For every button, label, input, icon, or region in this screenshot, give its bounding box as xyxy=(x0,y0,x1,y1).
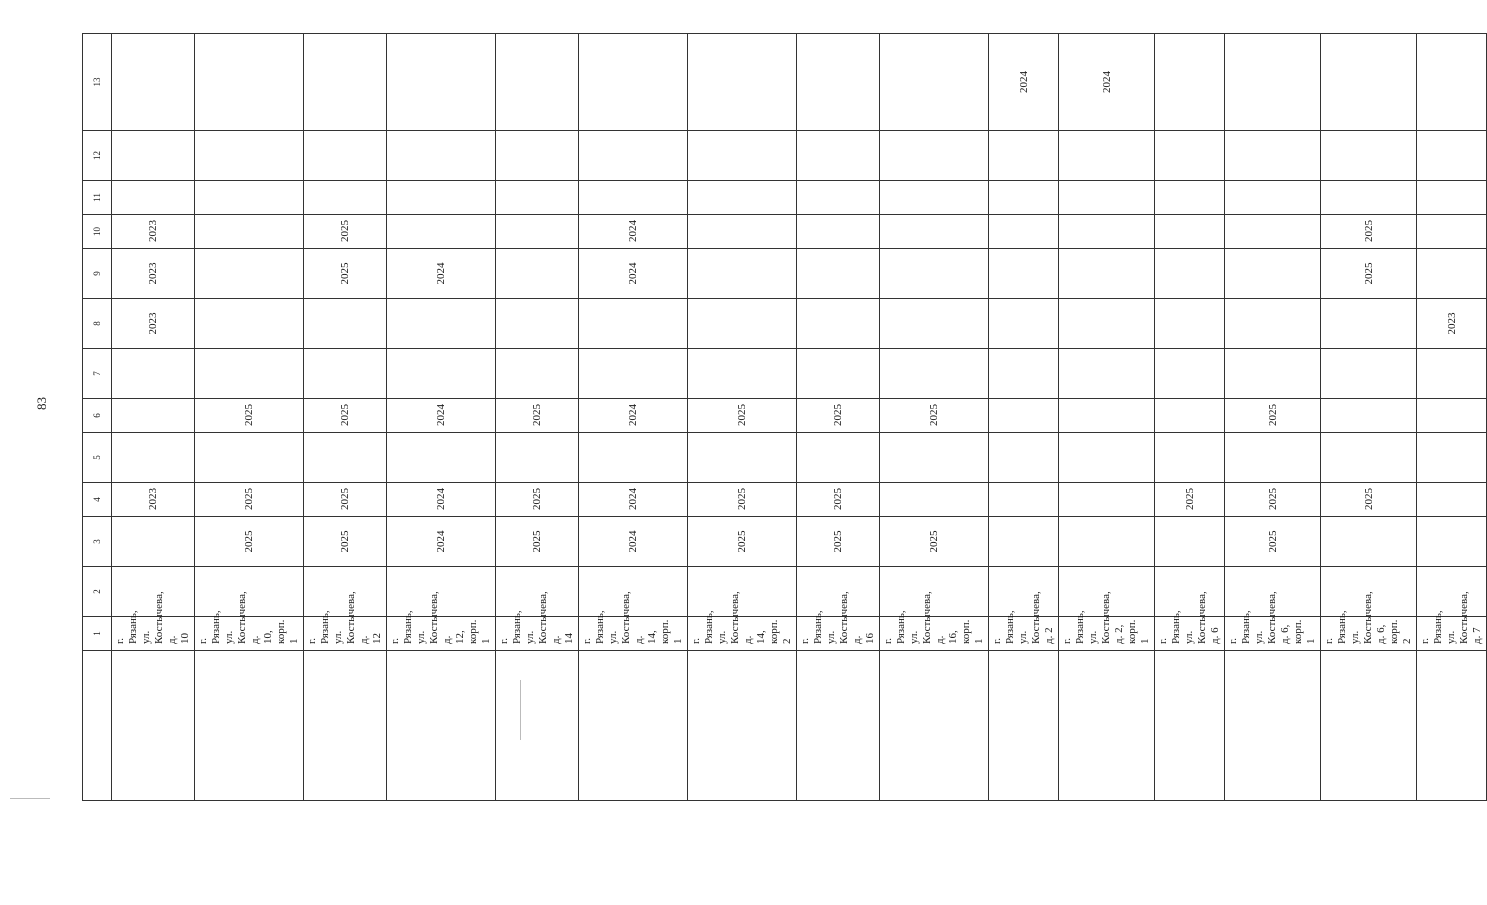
table-row xyxy=(1321,34,1417,801)
table-row xyxy=(195,34,304,801)
year-cell xyxy=(989,517,1059,567)
year-cell xyxy=(1155,349,1225,399)
year-cell xyxy=(1155,299,1225,349)
address-cell: г. Рязань, ул. Костычева, д. 10 xyxy=(112,617,195,651)
year-cell: 2023 xyxy=(112,299,195,349)
year-cell xyxy=(1059,249,1155,299)
row-index-cell xyxy=(1059,651,1155,801)
year-cell xyxy=(304,131,387,181)
year-cell: 2025 xyxy=(880,399,989,433)
year-cell xyxy=(989,249,1059,299)
year-cell xyxy=(688,215,797,249)
year-cell xyxy=(1321,131,1417,181)
year-cell xyxy=(1059,299,1155,349)
header-corner-cell xyxy=(83,651,112,801)
table-header-row xyxy=(83,34,112,801)
column-header-11: 11 xyxy=(83,181,112,215)
year-cell xyxy=(1417,349,1487,399)
table-row xyxy=(304,34,387,801)
column-header-8: 8 xyxy=(83,299,112,349)
year-cell xyxy=(195,567,304,617)
column-header-5: 5 xyxy=(83,433,112,483)
year-cell: 2025 xyxy=(797,517,880,567)
table-row xyxy=(387,34,496,801)
year-cell: 2025 xyxy=(688,483,797,517)
year-cell: 2025 xyxy=(1321,483,1417,517)
year-cell: 2025 xyxy=(496,483,579,517)
row-index-cell xyxy=(1321,651,1417,801)
year-cell xyxy=(387,131,496,181)
year-cell xyxy=(387,181,496,215)
year-cell xyxy=(1417,249,1487,299)
year-cell xyxy=(1321,299,1417,349)
year-cell xyxy=(387,34,496,131)
year-cell xyxy=(1155,215,1225,249)
year-cell xyxy=(1417,131,1487,181)
year-cell xyxy=(880,34,989,131)
year-cell xyxy=(112,34,195,131)
year-cell xyxy=(496,349,579,399)
year-cell xyxy=(1225,349,1321,399)
year-cell xyxy=(989,131,1059,181)
year-cell xyxy=(880,249,989,299)
table-row xyxy=(112,34,195,801)
year-cell xyxy=(1417,34,1487,131)
year-cell xyxy=(1059,215,1155,249)
year-cell xyxy=(797,433,880,483)
year-cell xyxy=(1225,34,1321,131)
year-cell xyxy=(797,349,880,399)
year-cell xyxy=(387,567,496,617)
year-cell xyxy=(989,433,1059,483)
year-cell: 2024 xyxy=(1059,34,1155,131)
year-cell xyxy=(387,215,496,249)
row-index-cell xyxy=(1155,651,1225,801)
year-cell xyxy=(880,215,989,249)
year-cell: 2024 xyxy=(387,517,496,567)
year-cell: 2024 xyxy=(989,34,1059,131)
year-cell xyxy=(797,215,880,249)
year-cell xyxy=(579,181,688,215)
year-cell xyxy=(1155,567,1225,617)
year-cell xyxy=(1417,181,1487,215)
address-cell: г. Рязань, ул. Костычева, д. 6, корп. 1 xyxy=(1225,617,1321,651)
year-cell xyxy=(112,433,195,483)
table-row xyxy=(989,34,1059,801)
year-cell: 2025 xyxy=(688,517,797,567)
year-cell: 2024 xyxy=(387,249,496,299)
year-cell: 2024 xyxy=(579,483,688,517)
year-cell: 2025 xyxy=(797,483,880,517)
year-cell xyxy=(496,215,579,249)
address-cell: г. Рязань, ул. Костычева, д. 16, корп. 1 xyxy=(880,617,989,651)
year-cell xyxy=(1155,399,1225,433)
year-cell: 2025 xyxy=(1321,249,1417,299)
year-cell xyxy=(579,349,688,399)
year-cell xyxy=(1321,34,1417,131)
address-cell: г. Рязань, ул. Костычева, д. 10, корп. 1 xyxy=(195,617,304,651)
document-table-region xyxy=(82,34,1483,801)
row-index-cell xyxy=(880,651,989,801)
year-cell xyxy=(387,299,496,349)
year-cell: 2025 xyxy=(496,399,579,433)
column-header-2: 2 xyxy=(83,567,112,617)
year-cell: 2025 xyxy=(1225,399,1321,433)
year-cell xyxy=(112,181,195,215)
year-cell: 2024 xyxy=(579,517,688,567)
year-cell xyxy=(195,433,304,483)
year-cell xyxy=(579,433,688,483)
year-cell xyxy=(304,433,387,483)
year-cell xyxy=(496,34,579,131)
year-cell xyxy=(195,34,304,131)
year-cell xyxy=(688,433,797,483)
year-cell xyxy=(797,299,880,349)
row-index-cell xyxy=(1225,651,1321,801)
year-cell xyxy=(195,349,304,399)
address-cell: г. Рязань, ул. Костычева, д. 14, корп. 1 xyxy=(579,617,688,651)
year-cell xyxy=(1155,34,1225,131)
row-index-cell xyxy=(112,651,195,801)
year-cell xyxy=(496,249,579,299)
row-index-cell xyxy=(579,651,688,801)
year-cell xyxy=(1225,249,1321,299)
year-cell xyxy=(989,399,1059,433)
year-cell xyxy=(1321,181,1417,215)
year-cell: 2025 xyxy=(688,399,797,433)
address-cell: г. Рязань, ул. Костычева, д. 16 xyxy=(797,617,880,651)
year-cell xyxy=(1225,215,1321,249)
year-cell: 2023 xyxy=(112,215,195,249)
year-cell xyxy=(797,34,880,131)
column-header-13: 13 xyxy=(83,34,112,131)
table-row xyxy=(880,34,989,801)
year-cell: 2025 xyxy=(195,517,304,567)
year-cell xyxy=(1417,483,1487,517)
year-cell xyxy=(579,567,688,617)
year-cell xyxy=(1321,399,1417,433)
row-index-cell xyxy=(688,651,797,801)
year-cell xyxy=(1417,517,1487,567)
year-cell xyxy=(989,299,1059,349)
address-cell: г. Рязань, ул. Костычева, д. 2 xyxy=(989,617,1059,651)
column-header-1: 1 xyxy=(83,617,112,651)
table-row xyxy=(1155,34,1225,801)
year-cell xyxy=(797,249,880,299)
table-row xyxy=(797,34,880,801)
row-index-cell xyxy=(304,651,387,801)
year-cell: 2025 xyxy=(1155,483,1225,517)
rotated-table-stage xyxy=(82,34,1483,801)
address-cell: г. Рязань, ул. Костычева, д. 6 xyxy=(1155,617,1225,651)
table-row xyxy=(688,34,797,801)
column-header-4: 4 xyxy=(83,483,112,517)
year-cell xyxy=(304,349,387,399)
year-cell xyxy=(880,349,989,399)
year-cell xyxy=(1321,517,1417,567)
year-cell xyxy=(1417,399,1487,433)
year-cell xyxy=(195,299,304,349)
address-cell: г. Рязань, ул. Костычева, д. 14 xyxy=(496,617,579,651)
year-cell xyxy=(1059,517,1155,567)
year-cell xyxy=(880,131,989,181)
year-cell xyxy=(195,181,304,215)
year-cell xyxy=(1225,299,1321,349)
year-cell xyxy=(1059,349,1155,399)
year-cell xyxy=(496,131,579,181)
year-cell xyxy=(880,181,989,215)
year-cell xyxy=(112,517,195,567)
year-cell xyxy=(1059,483,1155,517)
table-row xyxy=(579,34,688,801)
year-cell xyxy=(1417,215,1487,249)
year-cell xyxy=(797,181,880,215)
year-cell xyxy=(880,483,989,517)
year-cell: 2025 xyxy=(1225,517,1321,567)
year-cell xyxy=(688,567,797,617)
year-cell xyxy=(1225,433,1321,483)
year-cell: 2024 xyxy=(579,399,688,433)
year-cell xyxy=(1059,399,1155,433)
row-index-cell xyxy=(1417,651,1487,801)
year-cell xyxy=(112,399,195,433)
year-cell: 2025 xyxy=(880,517,989,567)
year-cell xyxy=(1417,433,1487,483)
year-cell xyxy=(579,34,688,131)
table-body xyxy=(112,34,1487,801)
year-cell xyxy=(1225,181,1321,215)
address-cell: г. Рязань, ул. Костычева, д. 2, корп. 1 xyxy=(1059,617,1155,651)
year-cell xyxy=(496,181,579,215)
year-cell xyxy=(1059,181,1155,215)
page-number: 83 xyxy=(34,397,49,410)
address-cell: г. Рязань, ул. Костычева, д. 12 xyxy=(304,617,387,651)
year-cell xyxy=(195,249,304,299)
year-cell xyxy=(112,131,195,181)
address-cell: г. Рязань, ул. Костычева, д. 6, корп. 2 xyxy=(1321,617,1417,651)
year-cell: 2025 xyxy=(304,399,387,433)
address-cell: г. Рязань, ул. Костычева, д. 12, корп. 1 xyxy=(387,617,496,651)
year-cell xyxy=(989,181,1059,215)
year-cell: 2025 xyxy=(304,249,387,299)
year-cell xyxy=(688,131,797,181)
row-index-cell xyxy=(989,651,1059,801)
year-cell xyxy=(880,567,989,617)
year-cell xyxy=(579,131,688,181)
year-cell xyxy=(1059,131,1155,181)
year-cell xyxy=(387,433,496,483)
year-cell: 2023 xyxy=(1417,299,1487,349)
year-cell: 2025 xyxy=(797,399,880,433)
year-cell: 2023 xyxy=(112,483,195,517)
year-cell xyxy=(1155,517,1225,567)
column-header-10: 10 xyxy=(83,215,112,249)
year-cell: 2024 xyxy=(387,399,496,433)
year-cell: 2025 xyxy=(304,483,387,517)
year-cell xyxy=(989,215,1059,249)
scan-artifact xyxy=(10,798,50,799)
year-cell xyxy=(989,349,1059,399)
year-cell xyxy=(1321,349,1417,399)
year-cell: 2025 xyxy=(195,483,304,517)
column-header-9: 9 xyxy=(83,249,112,299)
year-cell xyxy=(880,299,989,349)
scan-artifact xyxy=(520,680,521,740)
table-row xyxy=(1417,34,1487,801)
year-cell xyxy=(387,349,496,399)
year-cell: 2025 xyxy=(304,517,387,567)
year-cell xyxy=(496,433,579,483)
year-cell xyxy=(688,249,797,299)
year-cell xyxy=(579,299,688,349)
year-cell: 2025 xyxy=(195,399,304,433)
year-cell xyxy=(1321,433,1417,483)
row-index-cell xyxy=(797,651,880,801)
column-header-12: 12 xyxy=(83,131,112,181)
table-row xyxy=(496,34,579,801)
column-header-3: 3 xyxy=(83,517,112,567)
year-cell xyxy=(304,299,387,349)
year-cell xyxy=(1417,567,1487,617)
column-header-7: 7 xyxy=(83,349,112,399)
year-cell xyxy=(304,34,387,131)
address-cell: г. Рязань, ул. Костычева, д. 14, корп. 2 xyxy=(688,617,797,651)
year-cell xyxy=(688,349,797,399)
year-cell xyxy=(1155,131,1225,181)
year-cell xyxy=(989,567,1059,617)
year-cell xyxy=(688,181,797,215)
year-cell: 2025 xyxy=(1321,215,1417,249)
year-cell xyxy=(496,299,579,349)
year-cell xyxy=(880,433,989,483)
year-cell xyxy=(1155,181,1225,215)
year-cell: 2023 xyxy=(112,249,195,299)
year-cell xyxy=(688,299,797,349)
year-cell xyxy=(1225,131,1321,181)
year-cell: 2024 xyxy=(387,483,496,517)
year-cell: 2025 xyxy=(496,517,579,567)
address-cell: г. Рязань, ул. Костычева, д. 7 xyxy=(1417,617,1487,651)
year-cell xyxy=(688,34,797,131)
year-cell xyxy=(195,215,304,249)
table-row xyxy=(1225,34,1321,801)
row-index-cell xyxy=(387,651,496,801)
row-index-cell xyxy=(496,651,579,801)
year-cell: 2024 xyxy=(579,249,688,299)
table-row xyxy=(1059,34,1155,801)
year-cell: 2024 xyxy=(579,215,688,249)
year-cell xyxy=(989,483,1059,517)
year-cell xyxy=(112,349,195,399)
year-cell xyxy=(797,131,880,181)
year-cell xyxy=(304,181,387,215)
year-cell xyxy=(1155,433,1225,483)
year-cell xyxy=(195,131,304,181)
column-header-6: 6 xyxy=(83,399,112,433)
year-cell: 2025 xyxy=(304,215,387,249)
year-cell xyxy=(1155,249,1225,299)
schedule-table xyxy=(82,33,1487,801)
year-cell: 2025 xyxy=(1225,483,1321,517)
year-cell xyxy=(1059,433,1155,483)
row-index-cell xyxy=(195,651,304,801)
